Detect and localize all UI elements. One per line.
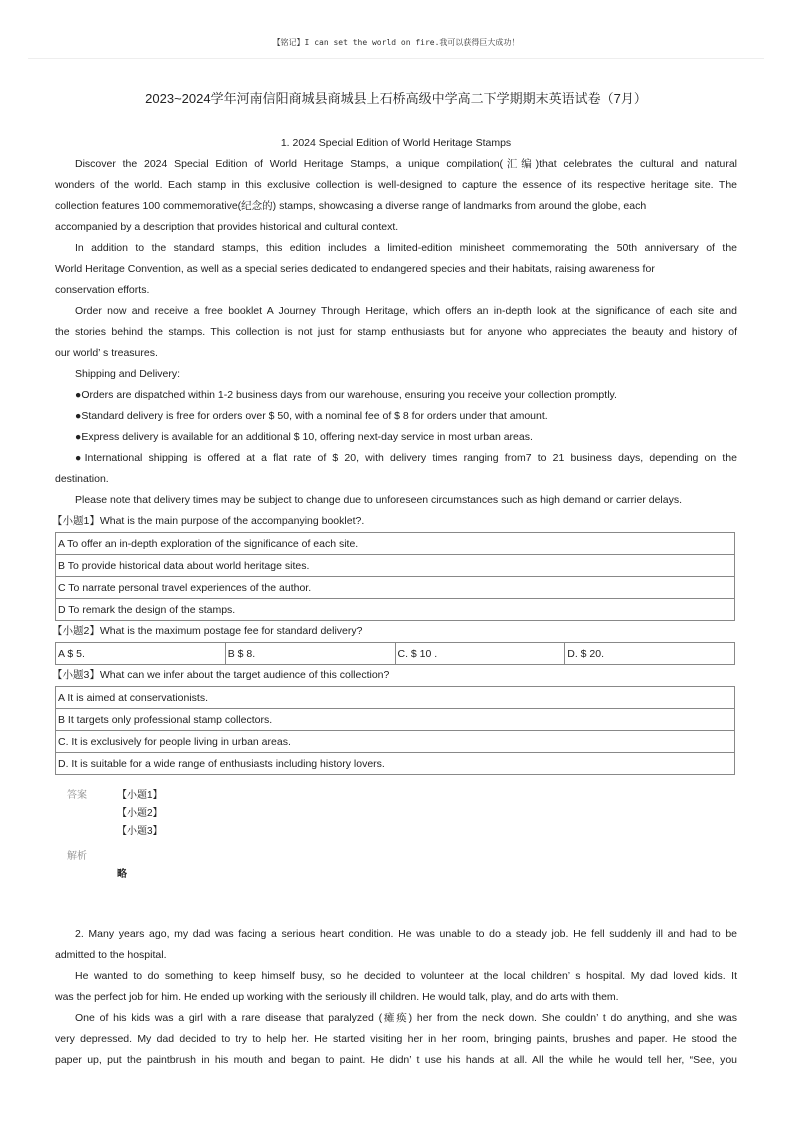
- passage-2: [55, 924, 737, 1071]
- text-line: collection features 100 commemorative(纪念的) stamps, showcasing a diverse range of landmarks from around the globe, each: [55, 200, 647, 212]
- text-line: In addition to the standard stamps, this edition includes a limited-edition minisheet commemorating the 50th anniversary of the: [75, 242, 737, 254]
- text-line: ●Orders are dispatched within 1-2 business days from our warehouse, ensuring you receive your collection promptly.: [75, 389, 617, 401]
- text-line: ●International shipping is offered at a flat rate of $ 20, with delivery times ranging from7 to 21 business days, depending on the: [75, 452, 737, 464]
- text-line: One of his kids was a girl with a rare disease that paralyzed (瘫痪) her from the neck down. She couldn’ t do anything, and she was: [75, 1012, 737, 1024]
- text-line: accompanied by a description that provides historical and cultural context.: [55, 221, 399, 233]
- answer-label: 答案: [67, 790, 87, 801]
- answer-item: 【小题1】: [117, 790, 163, 801]
- text-line: very depressed. My dad decided to try to help her. He started visiting her in her room, bringing paints, brushes and paper. He stood the: [55, 1033, 737, 1045]
- text-line: the stories behind the stamps. This collection is not just for stamp enthusiasts but for anyone who appreciates the beauty and history of: [55, 326, 737, 338]
- option[interactable]: C. It is exclusively for people living in urban areas.: [56, 731, 735, 753]
- header-divider: [28, 58, 764, 59]
- text-line: was the perfect job for him. He ended up working with the seriously ill children. He would talk, play, and do arts with them.: [55, 991, 619, 1003]
- text-line: conservation efforts.: [55, 284, 150, 296]
- analysis-text: 略: [117, 869, 127, 880]
- answer-item: 【小题2】: [117, 808, 163, 819]
- text-line: Please note that delivery times may be subject to change due to unforeseen circumstances such as high demand or carrier delays.: [75, 494, 682, 506]
- options-table: [55, 686, 735, 775]
- answer-section: [55, 787, 737, 884]
- option[interactable]: A It is aimed at conservationists.: [56, 687, 735, 709]
- text-line: admitted to the hospital.: [55, 949, 167, 961]
- option[interactable]: D To remark the design of the stamps.: [56, 599, 735, 621]
- analysis-label: 解析: [67, 851, 87, 862]
- text-line: Shipping and Delivery:: [75, 368, 181, 380]
- options-table: [55, 642, 735, 665]
- text-line: destination.: [55, 473, 109, 485]
- option[interactable]: A $ 5.: [56, 643, 226, 665]
- text-line: He wanted to do something to keep himself busy, so he decided to volunteer at the local children’ s hospital. My dad loved kids. It: [75, 970, 737, 982]
- text-line: 2. Many years ago, my dad was facing a serious heart condition. He was unable to do a steady job. He fell suddenly ill and had to be: [75, 928, 737, 940]
- text-line: ●Express delivery is available for an additional $ 10, offering next-day service in most urban areas.: [75, 431, 533, 443]
- option[interactable]: C To narrate personal travel experiences of the author.: [56, 577, 735, 599]
- text-line: ●Standard delivery is free for orders over $ 50, with a nominal fee of $ 8 for orders under that amount.: [75, 410, 548, 422]
- question-stem: 【小题2】What is the maximum postage fee for standard delivery?: [52, 625, 363, 637]
- page-title: 2023~2024学年河南信阳商城县商城县上石桥高级中学高二下学期期末英语试卷（7月）: [145, 91, 647, 106]
- option[interactable]: B $ 8.: [225, 643, 395, 665]
- question-stem: 【小题1】What is the main purpose of the accompanying booklet?.: [52, 515, 365, 527]
- option[interactable]: D. It is suitable for a wide range of enthusiasts including history lovers.: [56, 753, 735, 775]
- option[interactable]: A To offer an in-depth exploration of the significance of each site.: [56, 533, 735, 555]
- text-line: Discover the 2024 Special Edition of World Heritage Stamps, a unique compilation(汇编)that celebrates the cultural and natural: [75, 158, 737, 170]
- text-line: wonders of the world. Each stamp in this exclusive collection is well-designed to capture the essence of its respective heritage site. The: [55, 179, 737, 191]
- text-line: our world’ s treasures.: [55, 347, 158, 359]
- options-table: [55, 532, 735, 621]
- option[interactable]: B It targets only professional stamp collectors.: [56, 709, 735, 731]
- header-motto: 【铭记】I can set the world on fire.我可以获得巨大成功！: [272, 38, 520, 47]
- document-body: [52, 133, 737, 1071]
- passage-1: [55, 154, 737, 511]
- option[interactable]: B To provide historical data about world heritage sites.: [56, 555, 735, 577]
- text-line: paper up, put the paintbrush in his mouth and began to paint. He didn’ t use his hands at all. All the while he would tell her, “See, you: [55, 1054, 737, 1066]
- passage-title: 1. 2024 Special Edition of World Heritage Stamps: [280, 137, 512, 149]
- option[interactable]: C. $ 10 .: [395, 643, 565, 665]
- text-line: Order now and receive a free booklet A Journey Through Heritage, which offers an in-depth look at the significance of each site and: [75, 305, 737, 317]
- text-line: World Heritage Convention, as well as a special series dedicated to endangered species and their habitats, raising awareness for: [55, 263, 655, 275]
- option[interactable]: D. $ 20.: [565, 643, 735, 665]
- question-stem: 【小题3】What can we infer about the target audience of this collection?: [52, 669, 390, 681]
- answer-item: 【小题3】: [117, 826, 163, 837]
- questions: [52, 511, 737, 775]
